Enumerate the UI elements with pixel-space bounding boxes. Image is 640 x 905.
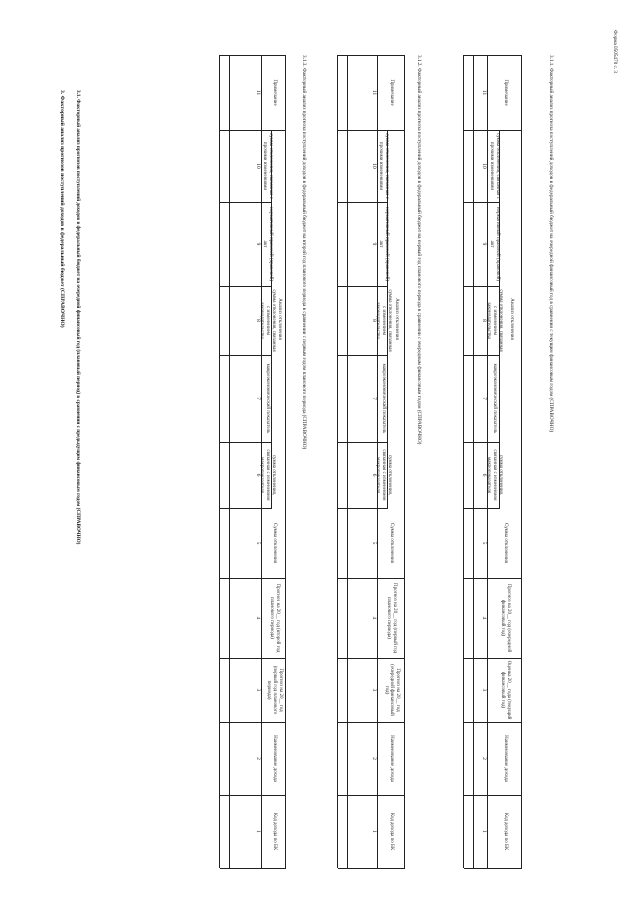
- column-number: 8: [370, 319, 377, 322]
- column-header: Наименование дохода: [389, 735, 395, 782]
- column-header: макроэкономический показатель: [380, 363, 386, 434]
- column-header: сумма отклонения, связанная с изменением макропоказателя: [486, 449, 503, 501]
- table-column-rule: [464, 722, 522, 723]
- column-header: сумма отклонения, связанная с прочими изменениями: [378, 133, 389, 199]
- column-number: 6: [480, 473, 487, 477]
- table-column-rule: [338, 508, 388, 509]
- column-number: 2: [254, 757, 261, 760]
- column-header: Прогноз на 20__ год (второй год планового периода): [269, 583, 280, 653]
- column-header: Примечание: [389, 79, 395, 106]
- table-column-rule: [464, 658, 522, 659]
- column-number: 10: [254, 163, 261, 169]
- column-number: 4: [480, 616, 487, 620]
- column-header: Примечание: [502, 79, 508, 106]
- table-column-rule: [220, 355, 272, 356]
- column-number: 4: [254, 616, 261, 620]
- column-number: 6: [254, 473, 261, 477]
- table-column-rule: [464, 578, 522, 579]
- column-number: 3: [370, 688, 377, 692]
- group-header: Анализ отклонения: [508, 298, 514, 340]
- column-number: 1: [370, 830, 377, 833]
- table-title: 3.1.2. Факторный анализ прогноза поступлений доходов в федеральный бюджет на первый год планового периода в сравнении с очередным финансовым годом (СПРАВОЧНО): [416, 55, 422, 445]
- column-header: сумма отклонения, связанная с прочими изменениями: [262, 133, 273, 199]
- column-header: Прогноз на 20__ год (первый год планового периода): [266, 665, 283, 715]
- column-header: сумма отклонения, связанная с изменением макропоказателя: [259, 449, 276, 501]
- column-header: сумма отклонения, связанная с изменением законодательства: [375, 289, 392, 352]
- table-rule: [229, 55, 230, 868]
- table-column-rule: [338, 202, 388, 203]
- column-number: 3: [480, 688, 487, 692]
- table-rule: [347, 55, 348, 868]
- column-number: 11: [254, 89, 261, 96]
- column-header: Прогноз на 20__ год (очередной финансовый год): [383, 664, 401, 716]
- column-header: сумма отклонения, связанная с изменением законодательства: [259, 289, 276, 352]
- column-number: 6: [370, 473, 377, 477]
- column-header: Сумма отклонения: [389, 523, 395, 563]
- column-number: 3: [254, 688, 261, 692]
- column-number: 11: [370, 89, 377, 96]
- group-header: Анализ отклонения: [276, 298, 282, 340]
- column-header: нормативный правовой (правовой) акт: [489, 206, 500, 282]
- column-header: макроэкономический показатель: [491, 363, 497, 434]
- column-number: 9: [370, 242, 377, 246]
- table-column-rule: [338, 286, 388, 287]
- column-number: 7: [254, 397, 261, 400]
- section-title: 3. Факторный анализ прогнозов поступлений доходов в федеральный бюджет (СПРАВОЧНО): [59, 90, 65, 328]
- column-number: 8: [254, 319, 261, 322]
- column-header: сумма отклонения, связанная с прочими изменениями: [489, 133, 500, 199]
- column-number: 9: [480, 242, 487, 246]
- column-number: 7: [480, 397, 487, 400]
- column-number: 10: [370, 163, 377, 169]
- table-title: 3.1.1. Факторный анализ прогноза поступлений доходов в федеральный бюджет на очередной финансовый год в сравнении с текущим финансовым годом (СПРАВОЧНО): [548, 55, 554, 433]
- column-header: Код дохода по БК: [502, 812, 508, 851]
- table-rule: [463, 55, 464, 868]
- table-column-rule: [220, 286, 272, 287]
- column-number: 5: [480, 541, 487, 545]
- column-header: Сумма отклонения: [502, 523, 508, 563]
- table-rule: [337, 55, 338, 868]
- table-column-rule: [464, 55, 522, 56]
- table-column-rule: [464, 868, 522, 869]
- table-column-rule: [338, 355, 388, 356]
- column-number: 8: [480, 319, 487, 322]
- column-header: Код дохода по БК: [389, 812, 395, 851]
- column-header: сумма отклонения, связанная с изменением макропоказателя: [375, 449, 392, 501]
- column-number: 1: [480, 830, 487, 833]
- column-number: 5: [370, 541, 377, 545]
- column-number: 5: [254, 541, 261, 545]
- column-header: Наименование дохода: [502, 735, 508, 782]
- group-header: Анализ отклонения: [394, 298, 400, 340]
- column-header: Код дохода по БК: [271, 812, 277, 851]
- table-column-rule: [220, 508, 272, 509]
- table-column-rule: [220, 442, 272, 443]
- column-header: сумма отклонения, связанная с изменением законодательства: [486, 289, 503, 352]
- column-header: Наименование дохода: [271, 735, 277, 782]
- column-header: Оценка 20__ года (текущий финансовый год): [500, 660, 511, 720]
- column-number: 10: [480, 163, 487, 169]
- column-number: 7: [370, 397, 377, 400]
- column-header: Примечание: [271, 79, 277, 106]
- column-number: 9: [254, 242, 261, 246]
- subsection-title: 3.1. Факторный анализ прогнозов поступлений доходов в федеральный бюджет на очередной финансовый год (плановый период) в сравнении с предыдущим финансовым годом (СПРАВОЧНО): [75, 90, 81, 545]
- column-number: 4: [370, 616, 377, 620]
- table-column-rule: [220, 868, 286, 869]
- table-column-rule: [338, 868, 405, 869]
- column-number: 11: [480, 89, 487, 96]
- column-number: 1: [254, 830, 261, 833]
- column-header: Прогноз на 20__ год (очередной финансовый год): [500, 583, 511, 653]
- column-number: 2: [370, 757, 377, 760]
- column-header: нормативный правовой (правовой) акт: [378, 206, 389, 282]
- table-column-rule: [464, 795, 522, 796]
- table-column-rule: [220, 202, 272, 203]
- column-header: Сумма отклонения: [271, 523, 277, 563]
- column-header: макроэкономический показатель: [264, 363, 270, 434]
- table-title: 3.1.3. Факторный анализ прогноза поступлений доходов в федеральный бюджет на второй год планового периода в сравнении с первым годом планового периода (СПРАВОЧНО): [301, 55, 307, 450]
- column-header: нормативный правовой (правовой) акт: [262, 206, 273, 282]
- column-number: 2: [480, 757, 487, 760]
- table-rule: [473, 55, 474, 868]
- table-column-rule: [338, 442, 388, 443]
- column-header: Прогноз на 20__ год (первый год планового периода): [386, 582, 398, 654]
- form-label: Форма 0505470 с. 3: [612, 30, 618, 73]
- table-rule: [219, 55, 220, 868]
